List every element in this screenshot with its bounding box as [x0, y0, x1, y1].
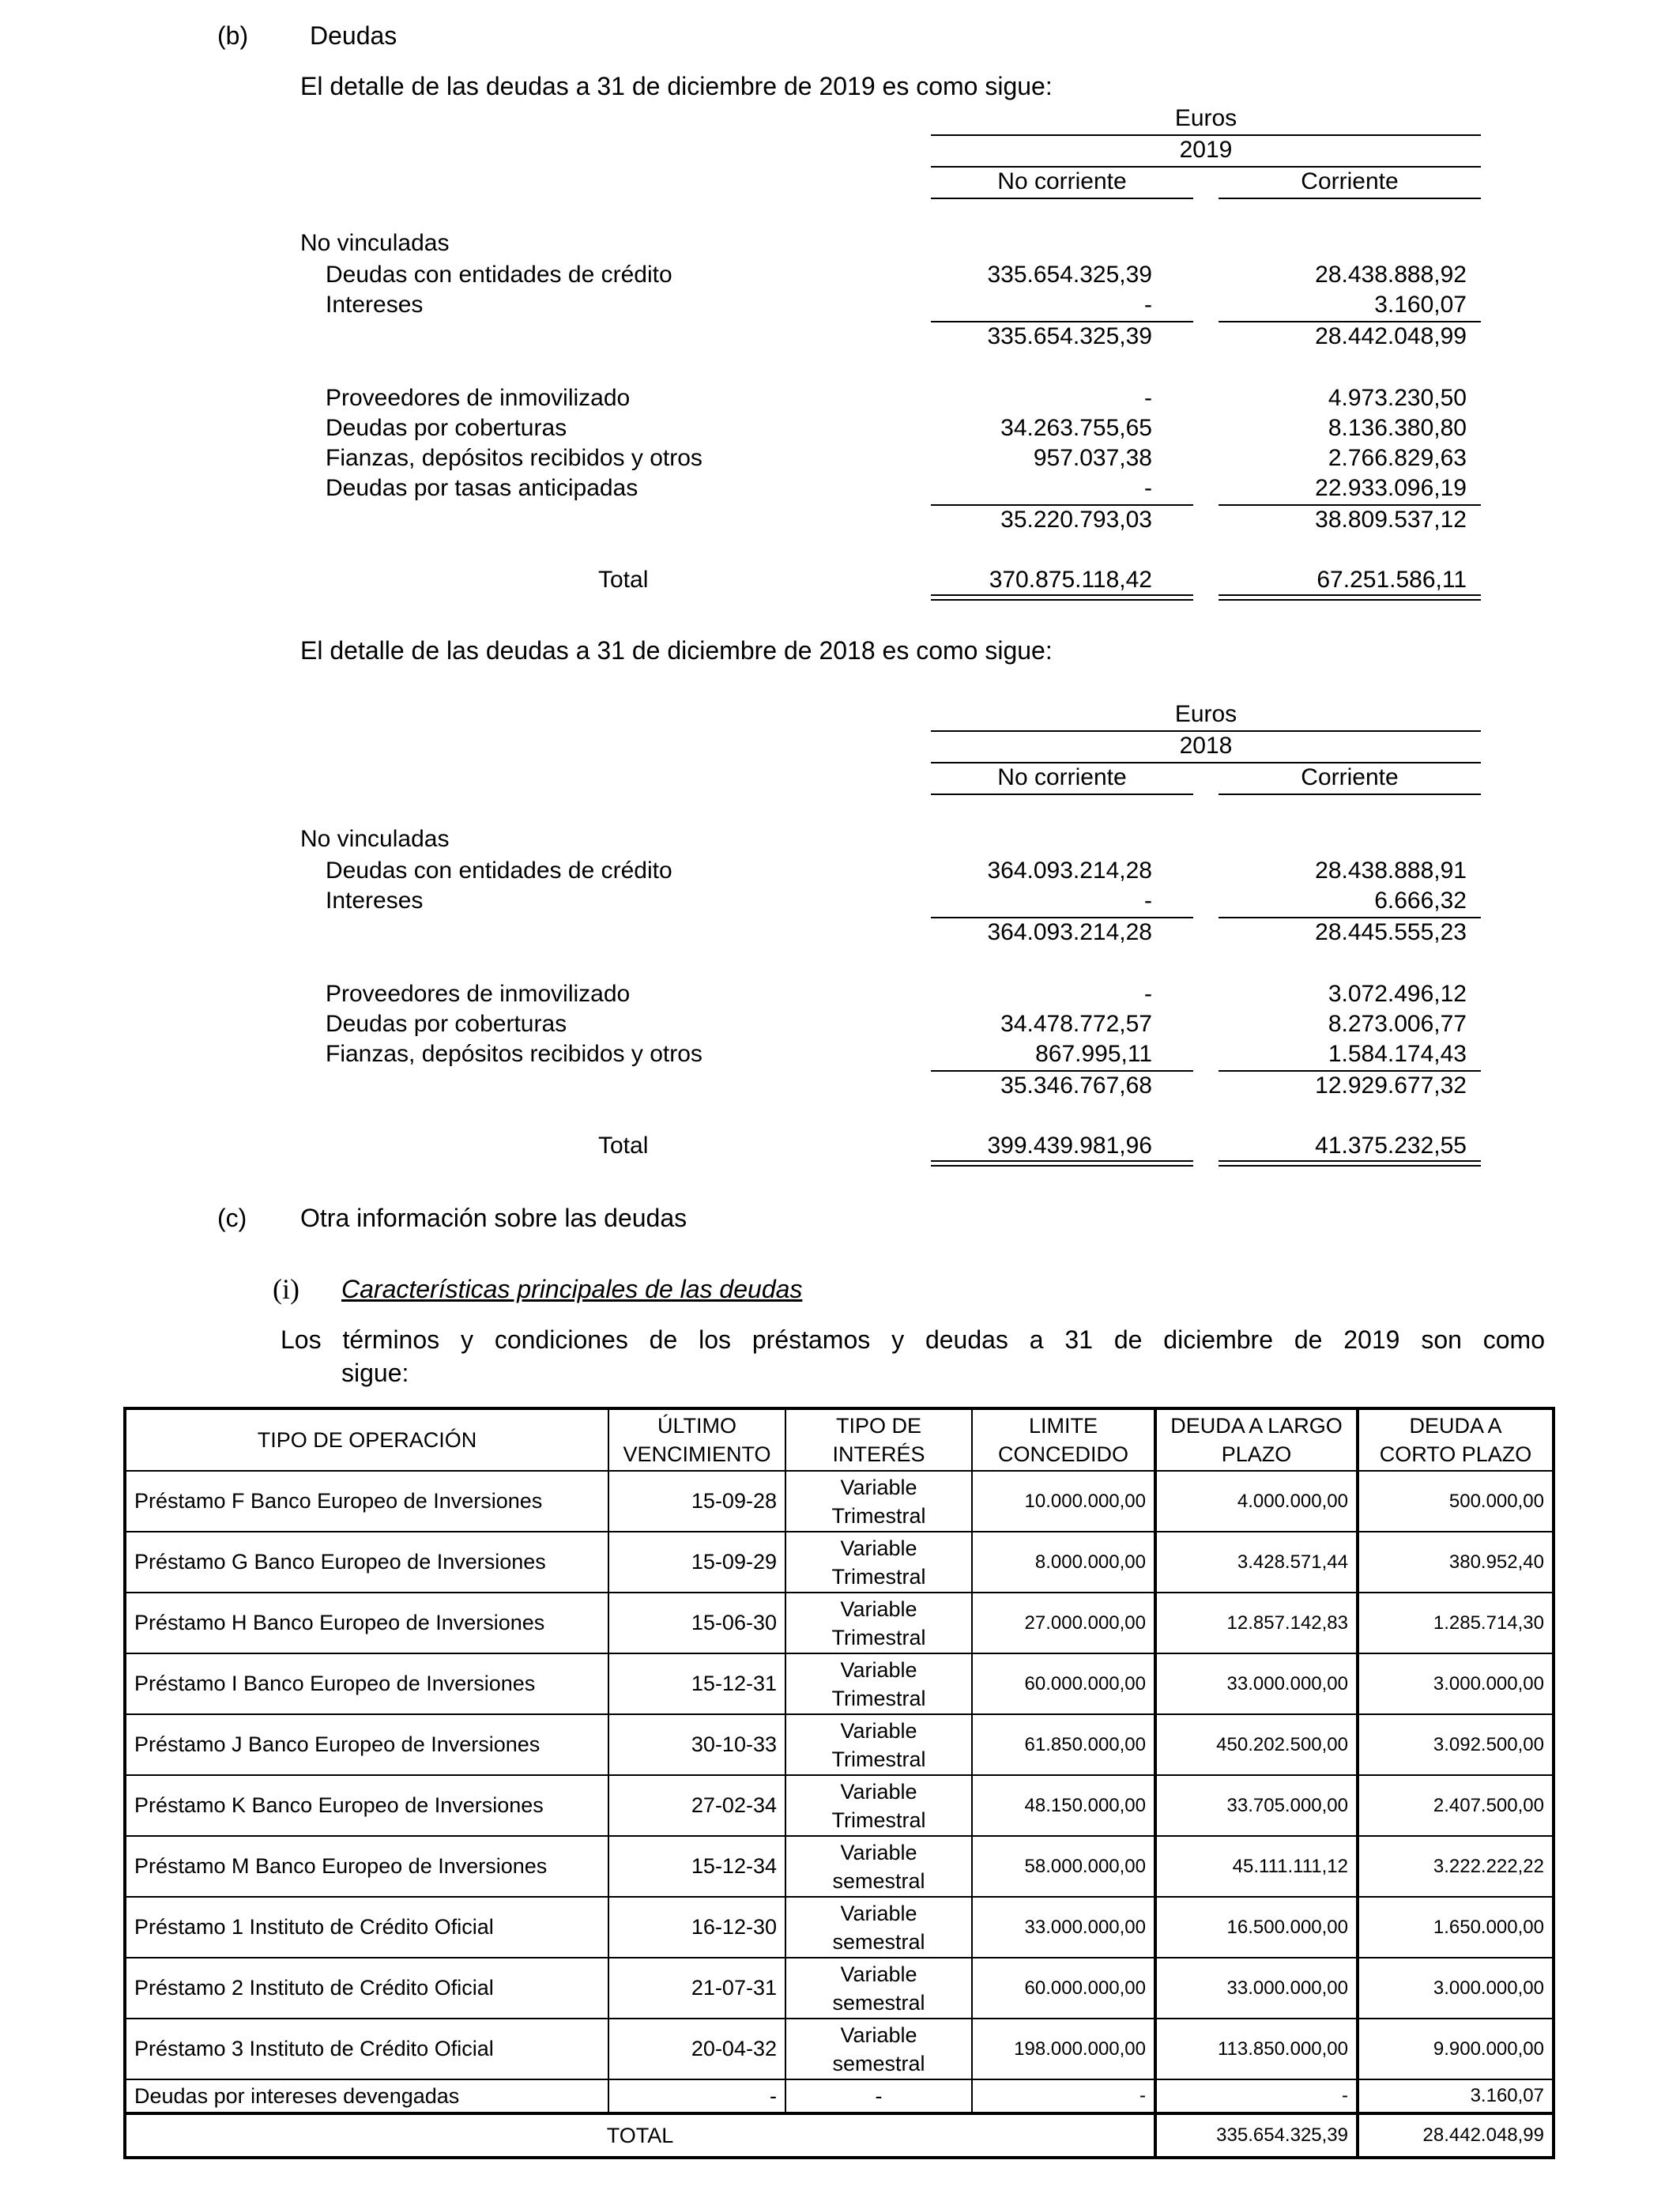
subtotal-c: 12.929.677,32 [1315, 1072, 1467, 1099]
loan-name: Préstamo F Banco Europeo de Inversiones [125, 1471, 608, 1532]
loan-tipo: Variable Trimestral [785, 1593, 972, 1653]
subsection-letter: (i) [273, 1273, 299, 1305]
subsection-title: Características principales de las deudas [341, 1275, 803, 1303]
loan-corto-plazo: 1.285.714,30 [1358, 1593, 1554, 1653]
total-c: 41.375.232,55 [1315, 1133, 1467, 1159]
loan-vencimiento: 30-10-33 [608, 1714, 785, 1775]
loan-largo-plazo: 450.202.500,00 [1155, 1714, 1358, 1775]
row-c: 8.136.380,80 [1328, 415, 1467, 441]
subtotal-c: 38.809.537,12 [1315, 507, 1467, 533]
loan-tipo: Variable Trimestral [785, 1471, 972, 1532]
table-header-row [125, 1408, 1554, 1471]
loan-tipo: Variable semestral [785, 1958, 972, 2019]
loan-tipo: Variable semestral [785, 1897, 972, 1958]
loan-vencimiento: - [608, 2079, 785, 2113]
col-no-corriente: No corriente [997, 764, 1127, 790]
loan-largo-plazo: - [1155, 2079, 1358, 2113]
loan-largo-plazo: 33.000.000,00 [1155, 1653, 1358, 1714]
row-nc: - [1144, 888, 1152, 914]
loan-limite: 8.000.000,00 [972, 1532, 1155, 1593]
section-c-title: Otra información sobre las deudas [300, 1204, 687, 1232]
row-nc: 867.995,11 [1035, 1041, 1152, 1067]
loan-limite: 58.000.000,00 [972, 1836, 1155, 1897]
table-row [125, 1958, 1554, 2019]
loan-vencimiento: 15-09-28 [608, 1471, 785, 1532]
loan-vencimiento: 15-12-31 [608, 1653, 785, 1714]
table-row [125, 1532, 1554, 1593]
loan-tipo: Variable Trimestral [785, 1532, 972, 1593]
loan-limite: 60.000.000,00 [972, 1958, 1155, 2019]
loan-limite: 27.000.000,00 [972, 1593, 1155, 1653]
subtotal-nc: 335.654.325,39 [987, 323, 1152, 349]
loan-name: Préstamo G Banco Europeo de Inversiones [125, 1532, 608, 1593]
row-c: 8.273.006,77 [1328, 1011, 1467, 1037]
intro-2018: El detalle de las deudas a 31 de diciembre de 2018 es como sigue: [300, 636, 1053, 665]
loan-largo-plazo: 45.111.111,12 [1155, 1836, 1358, 1897]
total-corto-plazo: 28.442.048,99 [1358, 2113, 1554, 2158]
loan-largo-plazo: 33.000.000,00 [1155, 1958, 1358, 2019]
table-row [125, 1775, 1554, 1836]
loan-tipo: - [785, 2079, 972, 2113]
loan-limite: 10.000.000,00 [972, 1471, 1155, 1532]
loan-name: Deudas por intereses devengadas [125, 2079, 608, 2113]
row-label: Deudas por coberturas [326, 1011, 567, 1037]
row-c: 28.438.888,91 [1315, 858, 1467, 884]
table-row [125, 2019, 1554, 2079]
header-tipo-operacion: TIPO DE OPERACIÓN [125, 1408, 608, 1471]
header-limite: LIMITE CONCEDIDO [972, 1408, 1155, 1471]
row-c: 22.933.096,19 [1315, 475, 1467, 501]
table-row [125, 1653, 1554, 1714]
row-nc: - [1144, 981, 1152, 1007]
loan-corto-plazo: 500.000,00 [1358, 1471, 1554, 1532]
year-header: 2019 [1179, 137, 1233, 163]
section-b-title: Deudas [310, 21, 397, 50]
loan-name: Préstamo 1 Instituto de Crédito Oficial [125, 1897, 608, 1958]
loan-corto-plazo: 1.650.000,00 [1358, 1897, 1554, 1958]
loan-limite: 198.000.000,00 [972, 2019, 1155, 2079]
row-label: Deudas con entidades de crédito [326, 262, 672, 288]
loan-vencimiento: 16-12-30 [608, 1897, 785, 1958]
table-row [125, 1714, 1554, 1775]
header-corto-plazo: DEUDA A CORTO PLAZO [1358, 1408, 1554, 1471]
loan-corto-plazo: 3.222.222,22 [1358, 1836, 1554, 1897]
subtotal-c: 28.442.048,99 [1315, 323, 1467, 349]
row-nc: 335.654.325,39 [987, 262, 1152, 288]
section-c-letter: (c) [217, 1204, 247, 1232]
subtotal-c: 28.445.555,23 [1315, 919, 1467, 945]
table-row [125, 1593, 1554, 1653]
loan-tipo: Variable semestral [785, 1836, 972, 1897]
loan-largo-plazo: 16.500.000,00 [1155, 1897, 1358, 1958]
table-row [125, 1836, 1554, 1897]
loans-intro-line1: Los términos y condiciones de los préstamos y deudas a 31 de diciembre de 2019 son como [281, 1325, 1545, 1354]
col-no-corriente: No corriente [997, 168, 1127, 194]
col-corriente: Corriente [1301, 168, 1399, 194]
loan-tipo: Variable semestral [785, 2019, 972, 2079]
intro-2019: El detalle de las deudas a 31 de diciembre de 2019 es como sigue: [300, 72, 1053, 100]
total-nc: 370.875.118,42 [989, 567, 1152, 593]
total-c: 67.251.586,11 [1317, 567, 1467, 593]
loan-vencimiento: 15-09-29 [608, 1532, 785, 1593]
row-nc: - [1144, 292, 1152, 318]
row-label: Deudas por coberturas [326, 415, 567, 441]
row-nc: 364.093.214,28 [987, 858, 1152, 884]
row-nc: - [1144, 475, 1152, 501]
loan-largo-plazo: 4.000.000,00 [1155, 1471, 1358, 1532]
header-largo-plazo: DEUDA A LARGO PLAZO [1155, 1408, 1358, 1471]
total-label: Total [598, 567, 649, 593]
loan-limite: - [972, 2079, 1155, 2113]
header-tipo-interes: TIPO DE INTERÉS [785, 1408, 972, 1471]
row-nc: 34.263.755,65 [1000, 415, 1152, 441]
loan-corto-plazo: 3.000.000,00 [1358, 1958, 1554, 2019]
subtotal-nc: 35.346.767,68 [1000, 1072, 1152, 1099]
total-label: TOTAL [125, 2113, 1155, 2158]
loan-tipo: Variable Trimestral [785, 1775, 972, 1836]
row-nc: 957.037,38 [1033, 445, 1152, 471]
row-c: 28.438.888,92 [1315, 262, 1467, 288]
loan-corto-plazo: 2.407.500,00 [1358, 1775, 1554, 1836]
loan-tipo: Variable Trimestral [785, 1653, 972, 1714]
loan-corto-plazo: 3.160,07 [1358, 2079, 1554, 2113]
loan-corto-plazo: 3.000.000,00 [1358, 1653, 1554, 1714]
loan-largo-plazo: 33.705.000,00 [1155, 1775, 1358, 1836]
col-corriente: Corriente [1301, 764, 1399, 790]
row-c: 1.584.174,43 [1328, 1041, 1467, 1067]
table-row [125, 1471, 1554, 1532]
row-label: Deudas por tasas anticipadas [326, 475, 638, 501]
loan-largo-plazo: 12.857.142,83 [1155, 1593, 1358, 1653]
total-nc: 399.439.981,96 [987, 1133, 1152, 1159]
loan-name: Préstamo K Banco Europeo de Inversiones [125, 1775, 608, 1836]
row-c: 6.666,32 [1374, 888, 1467, 914]
row-label: Fianzas, depósitos recibidos y otros [326, 1041, 703, 1067]
total-largo-plazo: 335.654.325,39 [1155, 2113, 1358, 2158]
loan-corto-plazo: 380.952,40 [1358, 1532, 1554, 1593]
row-c: 2.766.829,63 [1328, 445, 1467, 471]
subtotal-nc: 364.093.214,28 [987, 919, 1152, 945]
loan-name: Préstamo I Banco Europeo de Inversiones [125, 1653, 608, 1714]
group-label: No vinculadas [300, 230, 450, 256]
loan-vencimiento: 15-06-30 [608, 1593, 785, 1653]
group-label: No vinculadas [300, 826, 450, 852]
loan-vencimiento: 20-04-32 [608, 2019, 785, 2079]
loan-largo-plazo: 113.850.000,00 [1155, 2019, 1358, 2079]
loan-tipo: Variable Trimestral [785, 1714, 972, 1775]
total-row [125, 2113, 1554, 2158]
row-c: 3.160,07 [1374, 292, 1467, 318]
loan-name: Préstamo M Banco Europeo de Inversiones [125, 1836, 608, 1897]
currency-header: Euros [1174, 105, 1237, 131]
row-nc: 34.478.772,57 [1000, 1011, 1152, 1037]
loans-intro-line2: sigue: [341, 1359, 409, 1387]
row-label: Deudas con entidades de crédito [326, 858, 672, 884]
section-b-letter: (b) [217, 21, 249, 50]
loan-corto-plazo: 9.900.000,00 [1358, 2019, 1554, 2079]
loan-limite: 33.000.000,00 [972, 1897, 1155, 1958]
loan-name: Préstamo 3 Instituto de Crédito Oficial [125, 2019, 608, 2079]
loan-corto-plazo: 3.092.500,00 [1358, 1714, 1554, 1775]
loan-limite: 60.000.000,00 [972, 1653, 1155, 1714]
row-label: Intereses [326, 292, 424, 318]
total-label: Total [598, 1133, 649, 1159]
row-label: Proveedores de inmovilizado [326, 385, 631, 411]
loan-largo-plazo: 3.428.571,44 [1155, 1532, 1358, 1593]
loan-limite: 48.150.000,00 [972, 1775, 1155, 1836]
row-label: Fianzas, depósitos recibidos y otros [326, 445, 703, 471]
row-nc: - [1144, 385, 1152, 411]
loan-name: Préstamo J Banco Europeo de Inversiones [125, 1714, 608, 1775]
subtotal-nc: 35.220.793,03 [1000, 507, 1152, 533]
loan-vencimiento: 21-07-31 [608, 1958, 785, 2019]
row-c: 3.072.496,12 [1328, 981, 1467, 1007]
loan-vencimiento: 27-02-34 [608, 1775, 785, 1836]
currency-header: Euros [1174, 701, 1237, 727]
loan-name: Préstamo 2 Instituto de Crédito Oficial [125, 1958, 608, 2019]
loans-table [123, 1407, 1555, 2159]
loan-limite: 61.850.000,00 [972, 1714, 1155, 1775]
table-row [125, 1897, 1554, 1958]
row-label: Proveedores de inmovilizado [326, 981, 631, 1007]
loan-name: Préstamo H Banco Europeo de Inversiones [125, 1593, 608, 1653]
interest-row [125, 2079, 1554, 2113]
row-label: Intereses [326, 888, 424, 914]
loan-vencimiento: 15-12-34 [608, 1836, 785, 1897]
year-header: 2018 [1179, 733, 1233, 759]
header-vencimiento: ÚLTIMO VENCIMIENTO [608, 1408, 785, 1471]
row-c: 4.973.230,50 [1328, 385, 1467, 411]
